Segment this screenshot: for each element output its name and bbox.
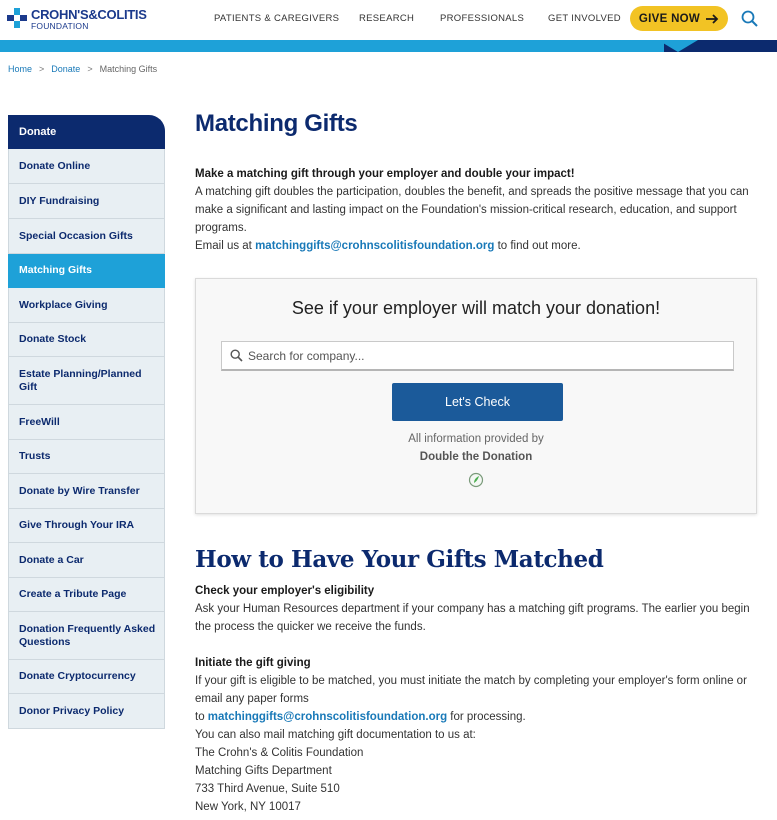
intro-heading: Make a matching gift through your employer and double your impact! bbox=[195, 168, 575, 180]
page-title: Matching Gifts bbox=[195, 110, 358, 137]
step2-suffix: for processing. bbox=[447, 711, 526, 723]
sidebar-item-ira[interactable]: Give Through Your IRA bbox=[8, 509, 165, 543]
breadcrumb-separator: > bbox=[39, 64, 45, 74]
breadcrumb-donate[interactable]: Donate bbox=[51, 64, 81, 74]
sidebar-item-estate-planning[interactable]: Estate Planning/Planned Gift bbox=[8, 357, 165, 405]
header-band-notch bbox=[658, 40, 698, 52]
give-now-label: GIVE NOW bbox=[638, 12, 701, 25]
sidebar-item-tribute-page[interactable]: Create a Tribute Page bbox=[8, 578, 165, 612]
sidebar-item-diy-fundraising[interactable]: DIY Fundraising bbox=[8, 184, 165, 219]
search-icon[interactable] bbox=[741, 10, 758, 27]
mail-intro: You can also mail matching gift documentation to us at: bbox=[195, 729, 476, 741]
nav-patients-caregivers[interactable]: PATIENTS & CAREGIVERS bbox=[214, 13, 340, 24]
sidebar-item-donate-stock[interactable]: Donate Stock bbox=[8, 323, 165, 357]
steps-content bbox=[195, 582, 757, 816]
widget-title: See if your employer will match your donation! bbox=[291, 298, 661, 318]
spacer bbox=[195, 636, 757, 654]
email-prefix: Email us at bbox=[195, 240, 256, 252]
breadcrumb-current: Matching Gifts bbox=[99, 64, 158, 74]
sidebar-nav bbox=[8, 115, 165, 729]
sidebar-item-special-occasion-gifts[interactable]: Special Occasion Gifts bbox=[8, 219, 165, 254]
search-icon bbox=[230, 349, 243, 362]
step1-heading: Check your employer's eligibility bbox=[195, 585, 375, 597]
section-title: How to Have Your Gifts Matched bbox=[195, 546, 604, 573]
email-line bbox=[195, 237, 757, 255]
breadcrumb-separator: > bbox=[87, 64, 93, 74]
address-line: New York, NY 10017 bbox=[195, 801, 301, 813]
step2-text: If your gift is eligible to be matched, you must initiate the match by completing your employer's form online or email any paper forms bbox=[195, 675, 747, 705]
step2-heading: Initiate the gift giving bbox=[195, 657, 311, 669]
sidebar-item-donation-faq[interactable]: Donation Frequently Asked Questions bbox=[8, 612, 165, 660]
lets-check-button[interactable]: Let's Check bbox=[392, 383, 563, 421]
email-link[interactable]: matchinggifts@crohnscolitisfoundation.org bbox=[255, 240, 495, 252]
cross-logo-icon bbox=[7, 8, 27, 28]
foundation-logo[interactable] bbox=[7, 7, 147, 33]
intro-paragraph: A matching gift doubles the participation, doubles the benefit, and spreads the positive message that you can make a significant and lasting impact on the Foundation's mission-critical research, education, and support programs. bbox=[195, 186, 749, 234]
sidebar-item-freewill[interactable]: FreeWill bbox=[8, 405, 165, 440]
sidebar-item-trusts[interactable]: Trusts bbox=[8, 440, 165, 474]
nav-research[interactable]: RESEARCH bbox=[359, 13, 415, 24]
site-header bbox=[0, 0, 777, 40]
logo-title: CROHN'S&COLITIS bbox=[31, 7, 147, 22]
breadcrumb bbox=[8, 64, 157, 74]
double-the-donation-icon bbox=[468, 472, 484, 488]
employer-match-widget bbox=[195, 278, 757, 514]
company-search-input[interactable] bbox=[248, 347, 718, 365]
sidebar-item-wire-transfer[interactable]: Donate by Wire Transfer bbox=[8, 474, 165, 509]
breadcrumb-home[interactable]: Home bbox=[8, 64, 33, 74]
address-line: 733 Third Avenue, Suite 510 bbox=[195, 783, 340, 795]
address-line: The Crohn's & Colitis Foundation bbox=[195, 747, 364, 759]
sidebar-item-donate-online[interactable]: Donate Online bbox=[8, 149, 165, 184]
arrow-right-icon bbox=[705, 14, 719, 24]
sidebar-item-donate-car[interactable]: Donate a Car bbox=[8, 543, 165, 578]
sidebar-item-privacy-policy[interactable]: Donor Privacy Policy bbox=[8, 694, 165, 729]
company-search-box[interactable] bbox=[221, 341, 734, 371]
sidebar-item-workplace-giving[interactable]: Workplace Giving bbox=[8, 288, 165, 323]
sidebar-item-cryptocurrency[interactable]: Donate Cryptocurrency bbox=[8, 660, 165, 694]
give-now-button[interactable] bbox=[630, 6, 728, 31]
nav-professionals[interactable]: PROFESSIONALS bbox=[440, 13, 525, 24]
step2-to: to bbox=[195, 711, 208, 723]
provider-name[interactable]: Double the Donation bbox=[419, 451, 533, 463]
address-line: Matching Gifts Department bbox=[195, 765, 332, 777]
logo-subtitle: FOUNDATION bbox=[31, 21, 89, 31]
step1-text: Ask your Human Resources department if your company has a matching gift programs. The earlier you begin the process the quicker we receive the funds. bbox=[195, 603, 750, 633]
nav-get-involved[interactable]: GET INVOLVED bbox=[548, 13, 621, 24]
sidebar-heading[interactable]: Donate bbox=[8, 115, 165, 149]
main-content bbox=[195, 110, 757, 813]
provided-by-text: All information provided by bbox=[408, 433, 544, 445]
intro-text bbox=[195, 165, 757, 255]
email-suffix: to find out more. bbox=[494, 240, 581, 252]
step2-email-line bbox=[195, 708, 757, 726]
step2-email-link[interactable]: matchinggifts@crohnscolitisfoundation.org bbox=[207, 711, 448, 723]
sidebar-item-matching-gifts[interactable]: Matching Gifts bbox=[8, 254, 165, 288]
